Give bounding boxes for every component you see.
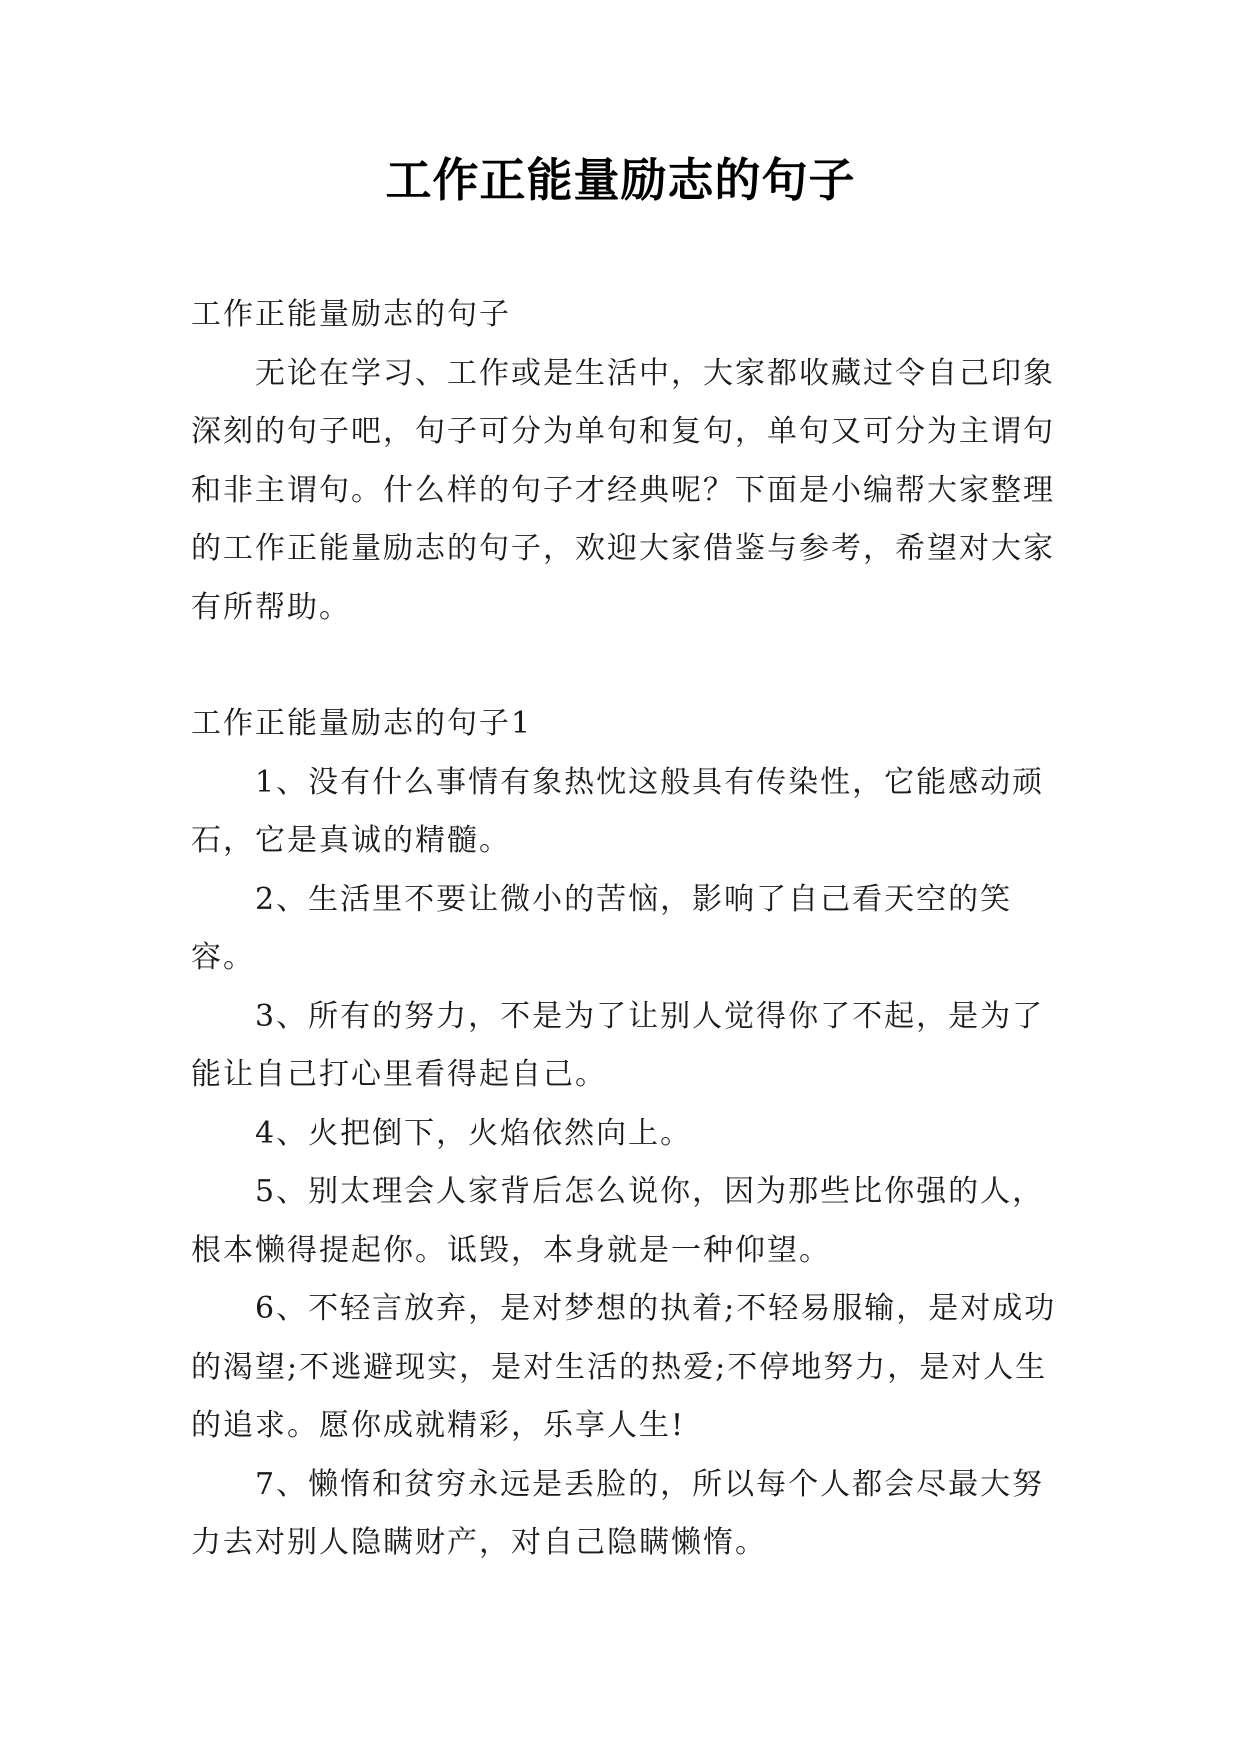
intro-paragraph: 无论在学习、工作或是生活中，大家都收藏过令自己印象深刻的句子吧，句子可分为单句和复句，单句又可分为主谓句和非主谓句。什么样的句子才经典呢？下面是小编帮大家整理的工作正能量励志的句子，欢迎大家借鉴与参考，希望对大家有所帮助。 xyxy=(191,355,1055,625)
section-heading: 工作正能量励志的句子1 xyxy=(191,706,533,741)
list-item: 6、不轻言放弃，是对梦想的执着;不轻易服输，是对成功的渴望;不逃避现实，是对生活的热爱;不停地努力，是对人生的追求。愿你成就精彩，乐享人生! xyxy=(191,1291,1057,1443)
list-item: 7、懒惰和贫穷永远是丢脸的，所以每个人都会尽最大努力去对别人隐瞒财产，对自己隐瞒懒惰。 xyxy=(191,1466,1045,1560)
document-title: 工作正能量励志的句子 xyxy=(385,153,856,207)
list-item: 4、火把倒下，火焰依然向上。 xyxy=(255,1115,693,1151)
document-body xyxy=(191,286,1067,1573)
list-item: 3、所有的努力，不是为了让别人觉得你了不起，是为了能让自己打心里看得起自己。 xyxy=(191,998,1045,1092)
intro-heading: 工作正能量励志的句子 xyxy=(191,297,511,332)
list-item: 2、生活里不要让微小的苦恼，影响了自己看天空的笑容。 xyxy=(191,881,1013,975)
list-item: 1、没有什么事情有象热忱这般具有传染性，它能感动顽石，它是真诚的精髓。 xyxy=(191,764,1045,858)
list-item: 5、别太理会人家背后怎么说你，因为那些比你强的人，根本懒得提起你。诋毁，本身就是一种仰望。 xyxy=(191,1174,1045,1268)
section-spacer xyxy=(191,637,1067,695)
